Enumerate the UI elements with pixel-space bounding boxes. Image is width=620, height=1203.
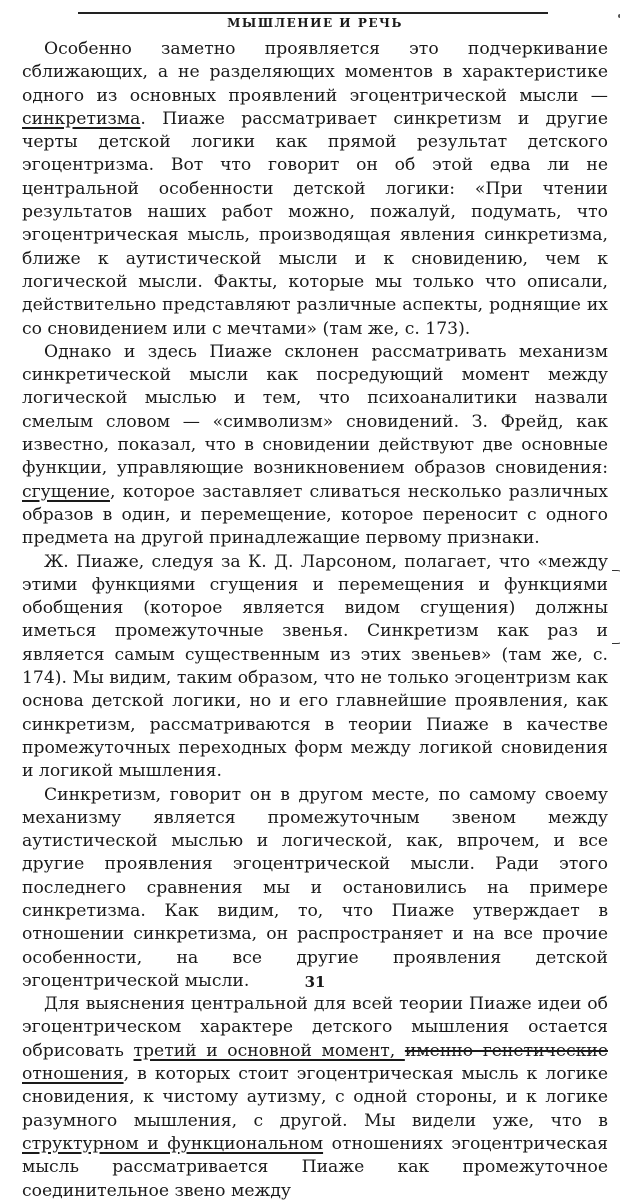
paragraph-3: Ж. Пиаже, следуя за К. Д. Ларсоном, полагает, что «между этими функциями сгущения и перемещения и функциями обобщения (которое является видом сгущения) должны иметься промежуточные звенья. Синкретизм как раз и является самым существенным из этих звеньев» (там же, с. 174). Мы видим, таким образом, что не только эгоцентризм как основа детской логики, но и его главнейшие проявления, как синкретизм, рассматриваются в теории Пиаже в качестве промежуточных переходных форм между логикой сновидения и логикой мышления. xyxy=(22,551,608,782)
underlined-term: сгущение xyxy=(22,481,110,502)
running-head: МЫШЛЕНИЕ И РЕЧЬ xyxy=(227,16,403,30)
underlined-phrase: отношения xyxy=(22,1064,124,1085)
struck-phrase: именно генетические xyxy=(404,1040,608,1061)
underlined-phrase: третий и основной момент, xyxy=(133,1040,405,1061)
body-text xyxy=(22,38,608,1203)
book-page xyxy=(22,0,608,1201)
paragraph-1: Особенно заметно проявляется это подчеркивание сближающих, а не разделяющих моментов в характеристике одного из основных проявлений эгоцентрической мысли — синкретизма. Пиаже рассматривает синкретизм и другие черты детской логики как прямой результат детского эгоцентризма. Вот что говорит он об этой едва ли не центральной особенности детской логики: «При чтении результатов наших работ можно, пожалуй, подумать, что эгоцентрическая мысль, производящая явления синкретизма, ближе к аутистической мысли и к сновидению, чем к логической мысли. Факты, которые мы только что описали, действительно представляют различные аспекты, роднящие их со сновидением или с мечтами» (там же, с. 173). xyxy=(22,39,608,339)
page-number: 31 xyxy=(304,973,326,991)
underlined-term: синкретизма xyxy=(22,108,141,129)
underlined-phrase: структурном и функциональном xyxy=(22,1133,324,1154)
header-rule xyxy=(78,12,548,14)
paragraph-2: Однако и здесь Пиаже склонен рассматривать механизм синкретической мысли как посредующий момент между логической мыслью и тем, что психоаналитики назвали смелым словом — «символизм» сновидений. З. Фрейд, как известно, показал, что в сновидении действуют две основные функции, управляющие возникновением образов сновидения: сгущение, которое заставляет сливаться несколько различных образов в один, и перемещение, которое переносит с одного предмета на другой принадлежащие первому признаки. xyxy=(22,341,608,549)
paragraph-5: Для выяснения центральной для всей теории Пиаже идеи об эгоцентрическом характере детского мышления остается обрисовать третий и основной момент, именно генетические отношения, в которых стоит эгоцентрическая мысль к логике сновидения, к чистому аутизму, с одной стороны, и к логике разумного мышления, с другой. Мы видели уже, что в структурном и функциональном отношениях эгоцентрическая мысль рассматривается Пиаже как промежуточное соединительное звено между xyxy=(22,994,608,1201)
margin-bracket xyxy=(612,570,620,644)
paragraph-4: Синкретизм, говорит он в другом месте, по самому своему механизму является промежуточным звеном между аутистической мыслью и логической, как, впрочем, и все другие проявления эгоцентрической мысли. Ради этого последнего сравнения мы и остановились на примере синкретизма. Как видим, то, что Пиаже утверждает в отношении синкретизма, он распространяет и на все прочие особенности, на все другие проявления детской эгоцентрической мысли. xyxy=(22,784,608,991)
